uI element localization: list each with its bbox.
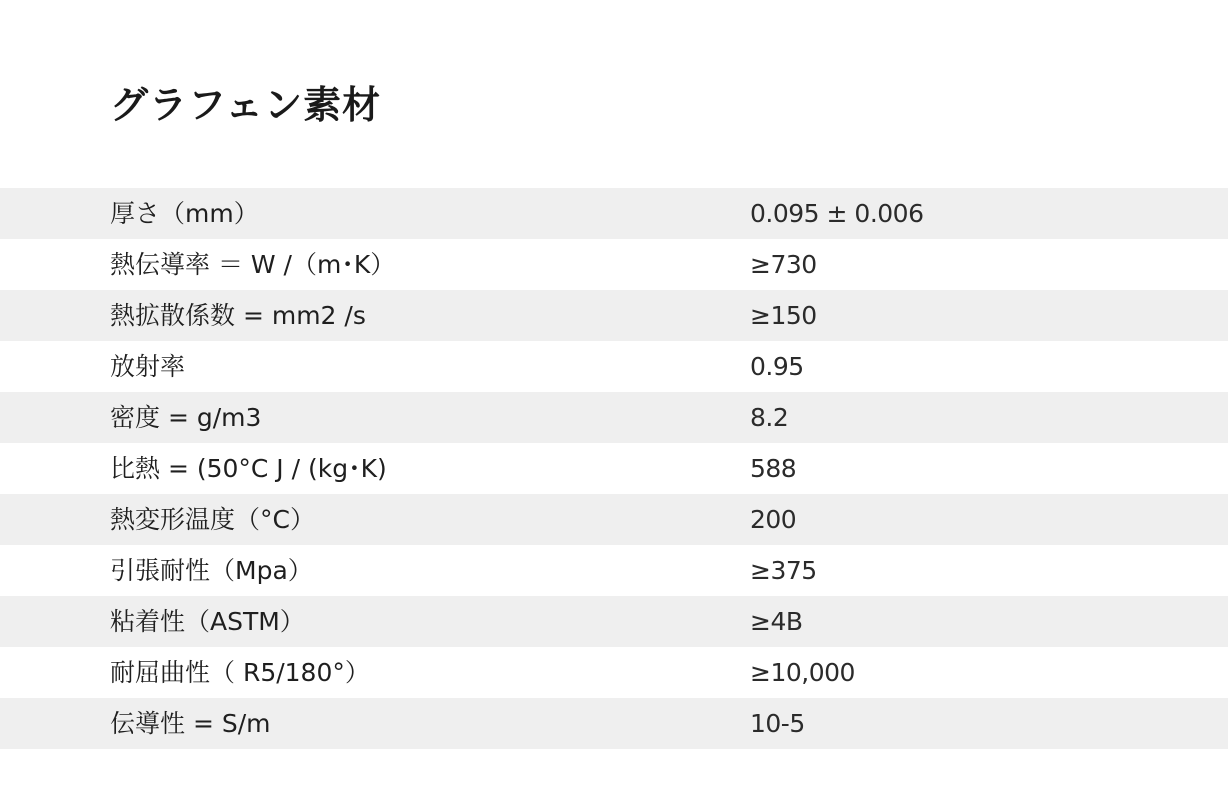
table-row <box>0 341 1228 392</box>
row-value-emissivity: 0.95 <box>750 352 804 381</box>
row-label-emissivity: 放射率 <box>110 352 186 381</box>
table-row <box>0 698 1228 749</box>
page-title: グラフェン素材 <box>110 83 382 127</box>
row-value-specific-heat: 588 <box>750 454 797 483</box>
row-value-density: 8.2 <box>750 403 789 432</box>
table-row <box>0 239 1228 290</box>
table-row <box>0 188 1228 239</box>
table-row <box>0 545 1228 596</box>
row-value-tensile-strength: ≥375 <box>750 556 817 585</box>
row-label-adhesion: 粘着性（ASTM） <box>110 607 305 636</box>
row-label-thickness: 厚さ（mm） <box>110 199 259 228</box>
row-label-thermal-conductivity: 熱伝導率 ＝ W /（m･K） <box>110 250 396 279</box>
table-row <box>0 443 1228 494</box>
row-label-conductivity: 伝導性 = S/m <box>110 709 271 738</box>
row-label-density: 密度 = g/m3 <box>110 403 262 432</box>
row-value-heat-deflection: 200 <box>750 505 797 534</box>
table-row <box>0 647 1228 698</box>
row-label-flex-resistance: 耐屈曲性（ R5/180°） <box>110 658 370 687</box>
row-label-tensile-strength: 引張耐性（Mpa） <box>110 556 313 585</box>
table-row <box>0 494 1228 545</box>
row-value-adhesion: ≥4B <box>750 607 803 636</box>
row-value-thickness: 0.095 ± 0.006 <box>750 199 924 228</box>
row-value-flex-resistance: ≥10,000 <box>750 658 855 687</box>
spec-table <box>0 188 1228 749</box>
row-value-conductivity: 10-5 <box>750 709 805 738</box>
table-row <box>0 596 1228 647</box>
row-label-specific-heat: 比熱 = (50°C J / (kg･K) <box>110 454 387 483</box>
row-value-thermal-conductivity: ≥730 <box>750 250 817 279</box>
row-label-heat-deflection: 熱変形温度（°C） <box>110 505 315 534</box>
row-value-thermal-diffusivity: ≥150 <box>750 301 817 330</box>
table-row <box>0 290 1228 341</box>
row-label-thermal-diffusivity: 熱拡散係数 = mm2 /s <box>110 301 366 330</box>
table-row <box>0 392 1228 443</box>
